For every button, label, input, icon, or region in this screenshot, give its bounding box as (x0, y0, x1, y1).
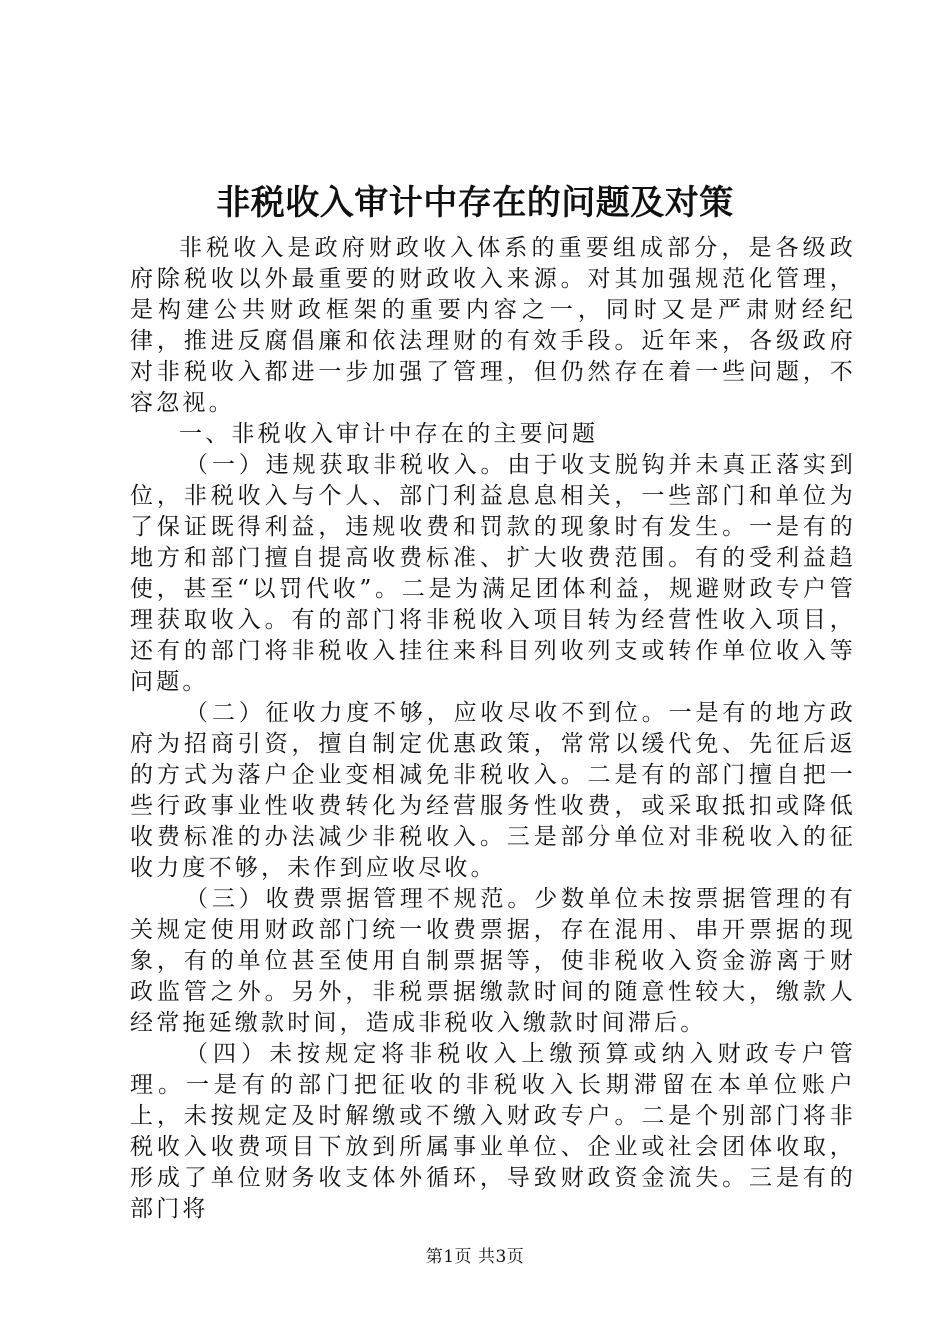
page-footer: 第1页 共3页 (425, 1247, 525, 1267)
issue-paragraph-3: （三）收费票据管理不规范。少数单位未按票据管理的有关规定使用财政部门统一收费票据，存在混用、串开票据的现象，有的单位甚至使用自制票据等，使非税收入资金游离于财政监管之外。另外，非税票据缴款时间的随意性较大，缴款人经常拖延缴款时间，造成非税收入缴款时间滞后。 (130, 886, 856, 1036)
issue-paragraph-1: （一）违规获取非税收入。由于收支脱钩并未真正落实到位，非税收入与个人、部门利益息息相关，一些部门和单位为了保证既得利益，违规收费和罚款的现象时有发生。一是有的地方和部门擅自提高收费标准、扩大收费范围。有的受利益趋使，甚至“以罚代收”。二是为满足团体利益，规避财政专户管理获取收入。有的部门将非税收入项目转为经营性收入项目，还有的部门将非税收入挂往来科目列收列支或转作单位收入等问题。 (130, 452, 856, 695)
issue-paragraph-2: （二）征收力度不够，应收尽收不到位。一是有的地方政府为招商引资，擅自制定优惠政策，常常以缓代免、先征后返的方式为落户企业变相减免非税收入。二是有的部门擅自把一些行政事业性收费转化为经营服务性收费，或采取抵扣或降低收费标准的办法减少非税收入。三是部分单位对非税收入的征收力度不够，未作到应收尽收。 (130, 700, 856, 881)
section-heading: 一、非税收入审计中存在的主要问题 (179, 421, 599, 447)
document-body (130, 233, 856, 1225)
intro-paragraph: 非税收入是政府财政收入体系的重要组成部分，是各级政府除税收以外最重要的财政收入来源。对其加强规范化管理，是构建公共财政框架的重要内容之一，同时又是严肃财经纪律，推进反腐倡廉和依法理财的有效手段。近年来，各级政府对非税收入都进一步加强了管理，但仍然存在着一些问题，不容忽视。 (130, 235, 856, 416)
issue-paragraph-4: （四）未按规定将非税收入上缴预算或纳入财政专户管理。一是有的部门把征收的非税收入长期滞留在本单位账户上，未按规定及时解缴或不缴入财政专户。二是个别部门将非税收入收费项目下放到所属事业单位、企业或社会团体收取，形成了单位财务收支体外循环，导致财政资金流失。三是有的部门将 (130, 1041, 856, 1222)
document-title: 非税收入审计中存在的问题及对策 (216, 183, 734, 223)
